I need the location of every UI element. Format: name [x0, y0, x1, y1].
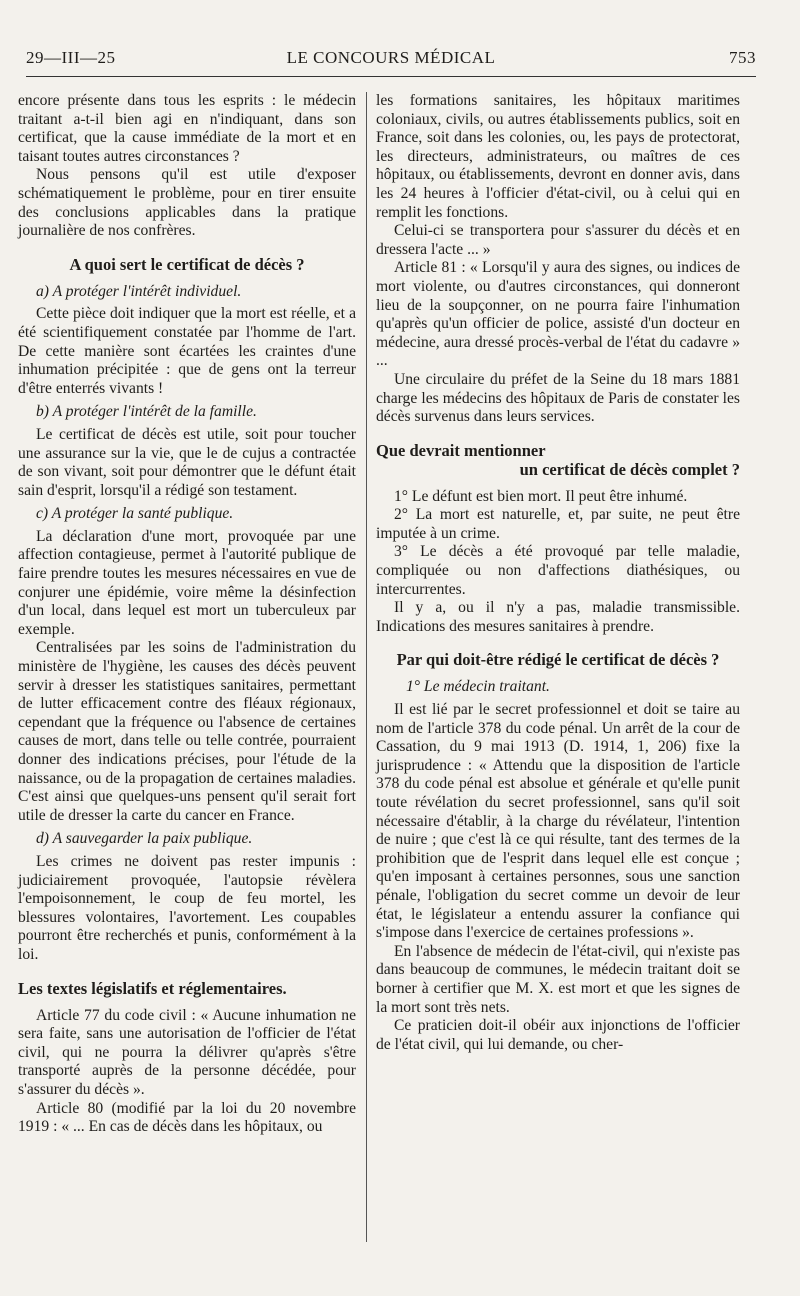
section-heading: un certificat de décès complet ? [519, 459, 740, 479]
paragraph: Celui-ci se transportera pour s'assurer du décès et en dressera l'acte ... » [376, 222, 740, 258]
paragraph: Nous pensons qu'il est utile d'exposer schématiquement le problème, pour en tirer ensuite des conclusions applicables dans la pratique journalière de nos confrères. [18, 166, 356, 240]
paragraph: Les crimes ne doivent pas rester impunis : judiciairement provoquée, l'autopsie révèlera l'empoisonnement, le coup de feu mortel, les blessures volontaires, l'avortement. Les coupables pourront être recherchés et punis, conformément à la loi. [18, 852, 356, 963]
page-number: 753 [729, 48, 756, 67]
paragraph: La déclaration d'une mort, provoquée par une affection contagieuse, permet à l'autorité publique de faire prendre toutes les mesures nécessaires en vue de conjurer une épidémie, voire même la désinfection d'un local, dans lequel est mort un tuberculeux par exemple. [18, 527, 356, 638]
paragraph: les formations sanitaires, les hôpitaux maritimes coloniaux, civils, ou autres établissements publics, soit en France, soit dans les colonies, ou, les pays de protectorat, les directeurs, administrateurs, ou maîtres de ces hôpitaux, ou établissements, devront en donner avis, dans les 24 heures à l'officier d'état-civil, ou à celui qui en remplit les fonctions. [376, 92, 740, 221]
subsection-title: c) A protéger la santé publique. [36, 505, 234, 523]
right-column [376, 92, 740, 1054]
journal-title: LE CONCOURS MÉDICAL [286, 48, 496, 67]
issue-date: 29—III—25 [26, 48, 116, 67]
paragraph: En l'absence de médecin de l'état-civil, qui n'existe pas dans beaucoup de communes, le médecin traitant doit se borner à certifier que M. X. est mort et que les signes de la mort sont très nets. [376, 942, 740, 1016]
paragraph: Le certificat de décès est utile, soit pour toucher une assurance sur la vie, que le de cujus a contractée de son vivant, soit pour démontrer que le défunt était sain d'esprit, lorsqu'il a rédigé son testament. [18, 425, 356, 499]
subsection-title: a) A protéger l'intérêt individuel. [36, 282, 242, 300]
subsection-title: b) A protéger l'intérêt de la famille. [36, 403, 257, 421]
section-heading: Les textes législatifs et réglementaires. [18, 978, 287, 998]
list-item: Il y a, ou il n'y a pas, maladie transmissible. Indications des mesures sanitaires à prendre. [376, 599, 740, 635]
list-item: 3° Le décès a été provoqué par telle maladie, compliquée ou non d'affections diathésiques, ou intercurrentes. [376, 543, 740, 598]
paragraph: encore présente dans tous les esprits : le médecin traitant a-t-il bien agi en n'indiquant, dans son certificat, que la cause immédiate de la mort et en taisant toutes autres circonstances ? [18, 92, 356, 165]
paragraph: Article 80 (modifié par la loi du 20 novembre 1919 : « ... En cas de décès dans les hôpitaux, ou [18, 1099, 356, 1136]
paragraph: Ce praticien doit-il obéir aux injonctions de l'officier de l'état civil, qui lui demande, ou cher- [376, 1017, 740, 1053]
paragraph: Il est lié par le secret professionnel et doit se taire au nom de l'article 378 du code pénal. Un arrêt de la cour de Cassation, du 9 mai 1913 (D. 1914, 1, 206) fixe la jurisprudence : « Attendu que la disposition de l'article 378 du code pénal est absolue et générale et qu'elle punit toute révélation du secret professionnel, sans qu'il soit nécessaire d'établir, à la charge du révélateur, l'intention de nuire ; que c'est là ce qui résulte, tant des termes de la prohibition que de l'esprit dans lequel elle est conçue ; qu'en imposant à certaines personnes, sous une sanction pénale, l'obligation du secret comme un devoir de leur état, le législateur a entendu assurer la confiance qui s'impose dans l'exercice de certaines professions ». [376, 701, 740, 942]
column-divider [366, 92, 367, 1242]
section-heading: A quoi sert le certificat de décès ? [69, 254, 305, 274]
page-header [26, 48, 756, 74]
section-heading: Par qui doit-être rédigé le certificat de décès ? [396, 650, 720, 670]
list-item: 2° La mort est naturelle, et, par suite, ne peut être imputée à un crime. [376, 506, 740, 542]
paragraph: Article 81 : « Lorsqu'il y aura des signes, ou indices de mort violente, ou d'autres circonstances, qui donneront lieu de la soupçonner, on ne pourra faire l'inhumation qu'après qu'un officier de police, assisté d'un docteur en médecine, aura dressé procès-verbal de l'état du cadavre » ... [376, 259, 740, 370]
paragraph: Cette pièce doit indiquer que la mort est réelle, et a été scientifiquement constatée par l'homme de l'art. De cette manière sont écartées les craintes d'une inhumation précipitée : que de gens ont la terreur d'être enterrés vivants ! [18, 305, 356, 397]
left-column [18, 92, 356, 1137]
subsection-title: 1° Le médecin traitant. [406, 678, 550, 696]
list-item: 1° Le défunt est bien mort. Il peut être inhumé. [394, 487, 688, 505]
paragraph: Centralisées par les soins de l'administration du ministère de l'hygiène, les causes des décès peuvent servir à dresser les statistiques sanitaires, permettant de lutter efficacement contre des fléaux régionaux, cependant que la fréquence ou l'absence de certaines causes de mort, dans telle ou telle contrée, pourraient donner des indications précises, pour l'étude de la naissance, ou de la propagation de certaines maladies. C'est ainsi que quelques-uns pensent qu'il serait fort utile de dresser la carte du cancer en France. [18, 639, 356, 824]
paragraph: Une circulaire du préfet de la Seine du 18 mars 1881 charge les médecins des hôpitaux de Paris de constater les décès survenus dans leurs services. [376, 370, 740, 426]
header-rule [26, 76, 756, 77]
section-heading: Que devrait mentionner [376, 440, 546, 460]
subsection-title: d) A sauvegarder la paix publique. [36, 830, 253, 848]
paragraph: Article 77 du code civil : « Aucune inhumation ne sera faite, sans une autorisation de l'officier de l'état civil, qui ne pourra la délivrer qu'après s'être transporté auprès de la personne décédée, pour s'assurer du décès ». [18, 1006, 356, 1098]
